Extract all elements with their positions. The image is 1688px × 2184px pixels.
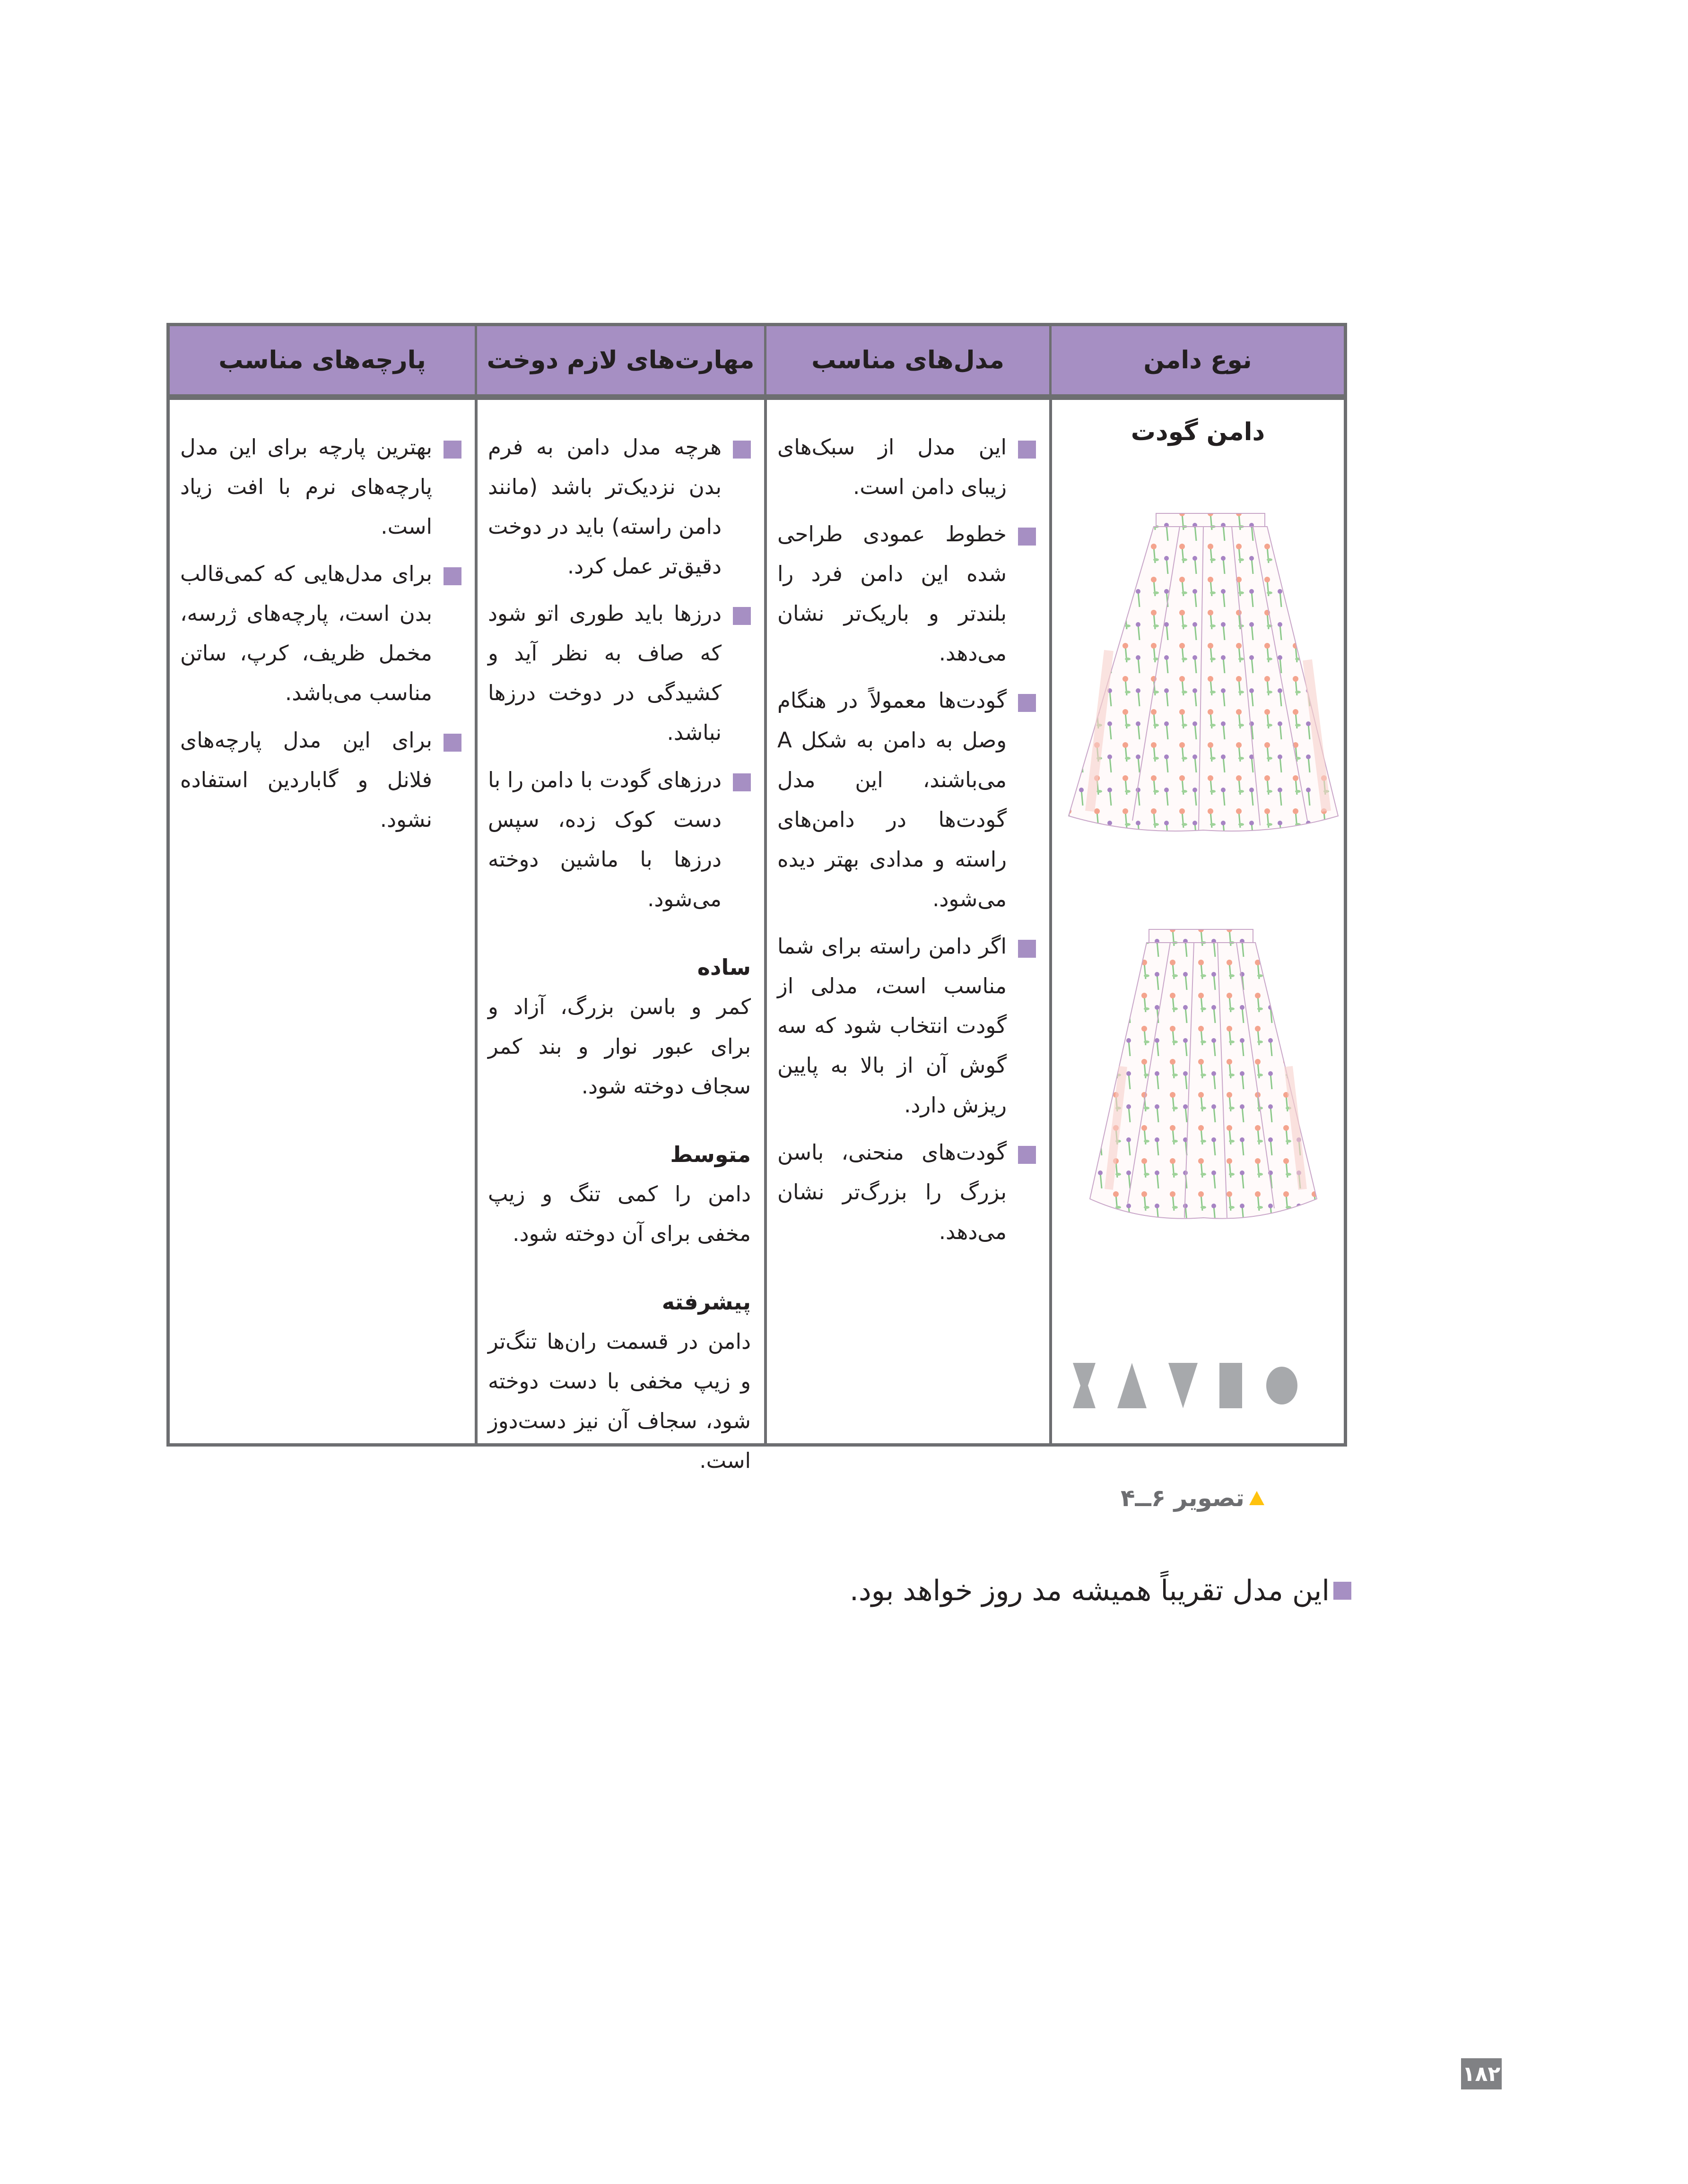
skill-bullet: درزهای گودت با دامن را با دست کوک زده، سپس درزها با ماشین دوخته می‌شود.: [488, 760, 751, 919]
table-header-row: [170, 326, 1344, 400]
bullet-square-icon: [444, 567, 461, 585]
bullet-square-icon: [1333, 1582, 1351, 1600]
hourglass-body-shape-icon: [1072, 1362, 1096, 1409]
bullet-square-icon: [444, 441, 461, 459]
model-bullet: اگر دامن راسته برای شما مناسب است، مدلی از گودت انتخاب شود که سه گوش آن از بالا به پایین ریزش دارد.: [777, 927, 1036, 1125]
cell-skirt-type: [1049, 400, 1344, 1443]
note-bullet: این مدل تقریباً همیشه مد روز خواهد بود.: [850, 1574, 1351, 1607]
level-text-intermediate: دامن را کمی تنگ و زیپ مخفی برای آن دوخته شود.: [488, 1181, 751, 1246]
bullet-square-icon: [733, 773, 751, 791]
header-sewing-skills: مهارت‌های لازم دوخت: [475, 326, 764, 394]
model-bullet: گودت‌ها معمولاً در هنگام وصل به دامن به شکل A می‌باشند، این مدل گودت‌ها در دامن‌های راسته و مدادی بهتر دیده می‌شود.: [777, 681, 1036, 919]
bullet-square-icon: [1018, 528, 1036, 546]
header-skirt-type: نوع دامن: [1049, 326, 1344, 394]
fabric-bullet: بهترین پارچه برای این مدل پارچه‌های نرم با افت زیاد است.: [180, 427, 461, 546]
skirt-type-title: دامن گودت: [1131, 418, 1265, 446]
level-text-simple: کمر و باسن بزرگ، آزاد و برای عبور نوار و بند کمر سجاف دوخته شود.: [488, 994, 751, 1099]
bullet-square-icon: [1018, 1146, 1036, 1164]
fabric-bullet: برای مدل‌هایی که کمی‌قالب بدن است، پارچه‌های ژرسه، مخمل ظریف، کرپ، ساتن مناسب می‌باشد.: [180, 554, 461, 713]
fabric-bullet: برای این مدل پارچه‌های فلانل و گاباردین استفاده نشود.: [180, 720, 461, 840]
oval-body-shape-icon: [1263, 1362, 1301, 1409]
bullet-square-icon: [733, 607, 751, 625]
bullet-square-icon: [733, 441, 751, 459]
bullet-square-icon: [1018, 940, 1036, 958]
cell-sewing-skills: [475, 400, 764, 1473]
bullet-square-icon: [1018, 694, 1036, 712]
body-shapes-row: [1072, 1362, 1301, 1409]
inverted-triangle-body-shape-icon: [1167, 1362, 1199, 1409]
bullet-square-icon: [444, 734, 461, 752]
skill-bullet: درزها باید طوری اتو شود که صاف به نظر آید و کشیدگی در دوخت درزها نباشد.: [488, 594, 751, 753]
model-bullet: این مدل از سبک‌های زیبای دامن است.: [777, 427, 1036, 507]
page-number: ۱۸۲: [1461, 2058, 1502, 2089]
caption-triangle-icon: [1249, 1491, 1264, 1505]
bullet-square-icon: [1018, 441, 1036, 459]
rectangle-body-shape-icon: [1218, 1362, 1243, 1409]
level-text-advanced: دامن در قسمت ران‌ها تنگ‌تر و زیپ مخفی با دست دوخته شود، سجاف آن نیز دست‌دوز است.: [488, 1329, 751, 1473]
skirt-info-table: [166, 323, 1347, 1473]
figure-caption: تصویر ۶ــ۴: [1121, 1484, 1264, 1512]
cell-suitable-fabrics: [170, 400, 475, 1443]
skirt-illustration-front: [1062, 509, 1345, 840]
header-suitable-models: مدل‌های مناسب: [764, 326, 1049, 394]
level-title-advanced: پیشرفته: [661, 1289, 751, 1315]
skill-bullet: هرچه مدل دامن به فرم بدن نزدیک‌تر باشد (مانند دامن راسته) باید در دوخت دقیق‌تر عمل کرد.: [488, 427, 751, 586]
level-title-simple: ساده: [697, 954, 751, 980]
cell-suitable-models: [764, 400, 1049, 1443]
header-suitable-fabrics: پارچه‌های مناسب: [218, 346, 426, 374]
model-bullet: گودت‌های منحنی، باسن بزرگ را بزرگ‌تر نشان می‌دهد.: [777, 1133, 1036, 1252]
table-body-row: [170, 400, 1344, 1473]
level-title-intermediate: متوسط: [670, 1142, 751, 1167]
triangle-body-shape-icon: [1116, 1362, 1148, 1409]
model-bullet: خطوط عمودی طراحی شده این دامن فرد را بلندتر و باریک‌تر نشان می‌دهد.: [777, 514, 1036, 673]
skirt-illustration-side: [1080, 925, 1326, 1232]
